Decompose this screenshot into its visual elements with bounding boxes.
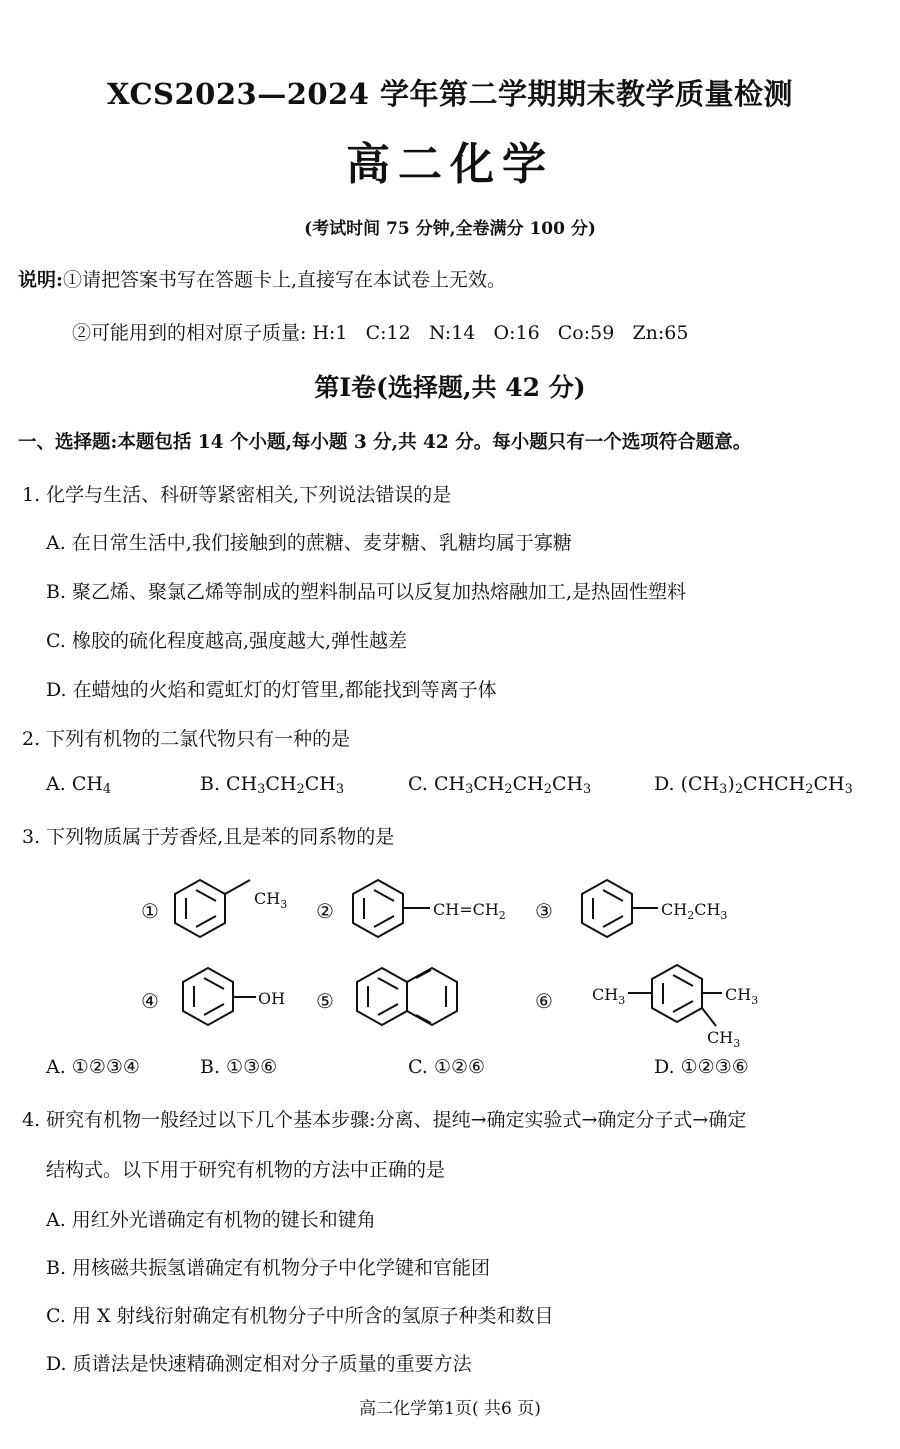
s4-sub: OH: [258, 989, 286, 1008]
q2-a-sub: 4: [102, 782, 112, 798]
ethylbenzene-structure: [582, 880, 658, 937]
q2-c-f3: CH: [512, 773, 544, 795]
q2-b-f1: CH: [226, 773, 258, 795]
q2-b-s2: 2: [296, 782, 305, 798]
q2-d-s1: 3: [719, 782, 728, 798]
exam-info: (考试时间 75 分钟,全卷满分 100 分): [304, 219, 596, 239]
structure-label-3: ③: [535, 899, 553, 923]
q2-d-label: D.: [654, 773, 681, 795]
note-label: 说明:: [18, 269, 64, 291]
q2-c-s2: 2: [504, 782, 513, 798]
q2-c-f4: CH: [551, 773, 584, 795]
exam-title: XCS2023—2024 学年第二学期期末教学质量检测: [106, 77, 794, 111]
q2-d-f2: ): [727, 773, 735, 795]
q2-b-s1: 3: [257, 782, 266, 798]
s6-right: $CH_3$: [725, 985, 759, 1007]
page-footer: 高二化学第1页( 共6 页): [359, 1399, 541, 1419]
q2-c-s4: 3: [583, 782, 592, 798]
q1-option-a: A. 在日常生活中,我们接触到的蔗糖、麦芽糖、乳糖均属于寡糖: [46, 532, 572, 554]
structure-label-1: ①: [141, 899, 159, 923]
q1-option-b: B. 聚乙烯、聚氯乙烯等制成的塑料制品可以反复加热熔融加工,是热固性塑料: [46, 581, 687, 603]
phenol-structure: [183, 968, 256, 1025]
trimethylbenzene-structure: [628, 965, 722, 1026]
structure-label-6: ⑥: [535, 989, 553, 1013]
q3-option-d: D. ①②③⑥: [654, 1056, 749, 1078]
structure-label-2: ②: [316, 899, 334, 923]
q2-option-b: [200, 773, 344, 797]
q2-d-f1: (CH: [680, 773, 720, 795]
q2-b-s3: 3: [335, 782, 345, 798]
q3-stem: 3. 下列物质属于芳香烃,且是苯的同系物的是: [22, 826, 395, 848]
structure-label-4: ④: [141, 989, 159, 1013]
q2-d-s2: 2: [734, 782, 744, 798]
q2-option-d: [654, 773, 853, 797]
note-1: [18, 265, 506, 292]
q2-a-label: A.: [46, 773, 72, 795]
q2-d-f3: CHCH: [743, 773, 806, 795]
q3-structures: [0, 860, 900, 1065]
q4-option-c: C. 用 X 射线衍射确定有机物分子中所含的氢原子种类和数目: [46, 1305, 554, 1327]
q2-d-s3: 2: [805, 782, 814, 798]
q4-option-d: D. 质谱法是快速精确测定相对分子质量的重要方法: [46, 1353, 472, 1375]
note-1-text: ①请把答案书写在答题卡上,直接写在本试卷上无效。: [63, 269, 507, 291]
q2-option-c: [408, 773, 591, 797]
q2-option-a: [46, 773, 111, 797]
section-instruction: 一、选择题:本题包括 14 个小题,每小题 3 分,共 42 分。每小题只有一个选项符合题意。: [18, 432, 752, 453]
styrene-structure: [353, 880, 430, 937]
q2-b-f3: CH: [304, 773, 336, 795]
q2-c-s1: 3: [465, 782, 474, 798]
q2-c-s3: 2: [543, 782, 552, 798]
q2-c-f2: CH: [473, 773, 505, 795]
q1-stem: 1. 化学与生活、科研等紧密相关,下列说法错误的是: [22, 484, 452, 506]
subject-title: 高二化学: [346, 139, 554, 190]
note-2: ②可能用到的相对原子质量: H:1 C:12 N:14 O:16 Co:59 Zn:65: [72, 322, 689, 344]
q4-stem-1: 4. 研究有机物一般经过以下几个基本步骤:分离、提纯→确定实验式→确定分子式→确定: [22, 1109, 747, 1131]
toluene-structure: [175, 880, 250, 937]
s6-left: $CH_3$: [592, 985, 626, 1007]
q2-a-formula: CH: [71, 773, 103, 795]
q2-b-label: B.: [200, 773, 227, 795]
naphthalene-structure: [357, 968, 457, 1025]
q2-c-label: C.: [408, 773, 434, 795]
q3-option-c: C. ①②⑥: [408, 1056, 486, 1078]
s2-sub: $CH=CH_2$: [433, 900, 506, 922]
s3-sub: $CH_2CH_3$: [661, 900, 728, 922]
q3-option-a: A. ①②③④: [46, 1056, 140, 1078]
q2-d-s4: 3: [844, 782, 853, 798]
q1-option-c: C. 橡胶的硫化程度越高,强度越大,弹性越差: [46, 630, 408, 652]
s1-sub: $CH_3$: [254, 889, 288, 911]
q2-d-f4: CH: [813, 773, 845, 795]
q1-option-d: D. 在蜡烛的火焰和霓虹灯的灯管里,都能找到等离子体: [46, 679, 497, 701]
q2-b-f2: CH: [265, 773, 297, 795]
q4-option-a: A. 用红外光谱确定有机物的键长和键角: [46, 1209, 376, 1231]
q2-c-f1: CH: [433, 773, 466, 795]
q4-option-b: B. 用核磁共振氢谱确定有机物分子中化学键和官能团: [46, 1257, 491, 1279]
q3-option-b: B. ①③⑥: [200, 1056, 278, 1078]
section-title: 第Ⅰ卷(选择题,共 42 分): [314, 373, 586, 402]
structure-label-5: ⑤: [316, 989, 334, 1013]
s6-bottom: $CH_3$: [707, 1028, 741, 1050]
q2-stem: 2. 下列有机物的二氯代物只有一种的是: [22, 728, 351, 750]
q4-stem-2: 结构式。以下用于研究有机物的方法中正确的是: [46, 1159, 446, 1181]
